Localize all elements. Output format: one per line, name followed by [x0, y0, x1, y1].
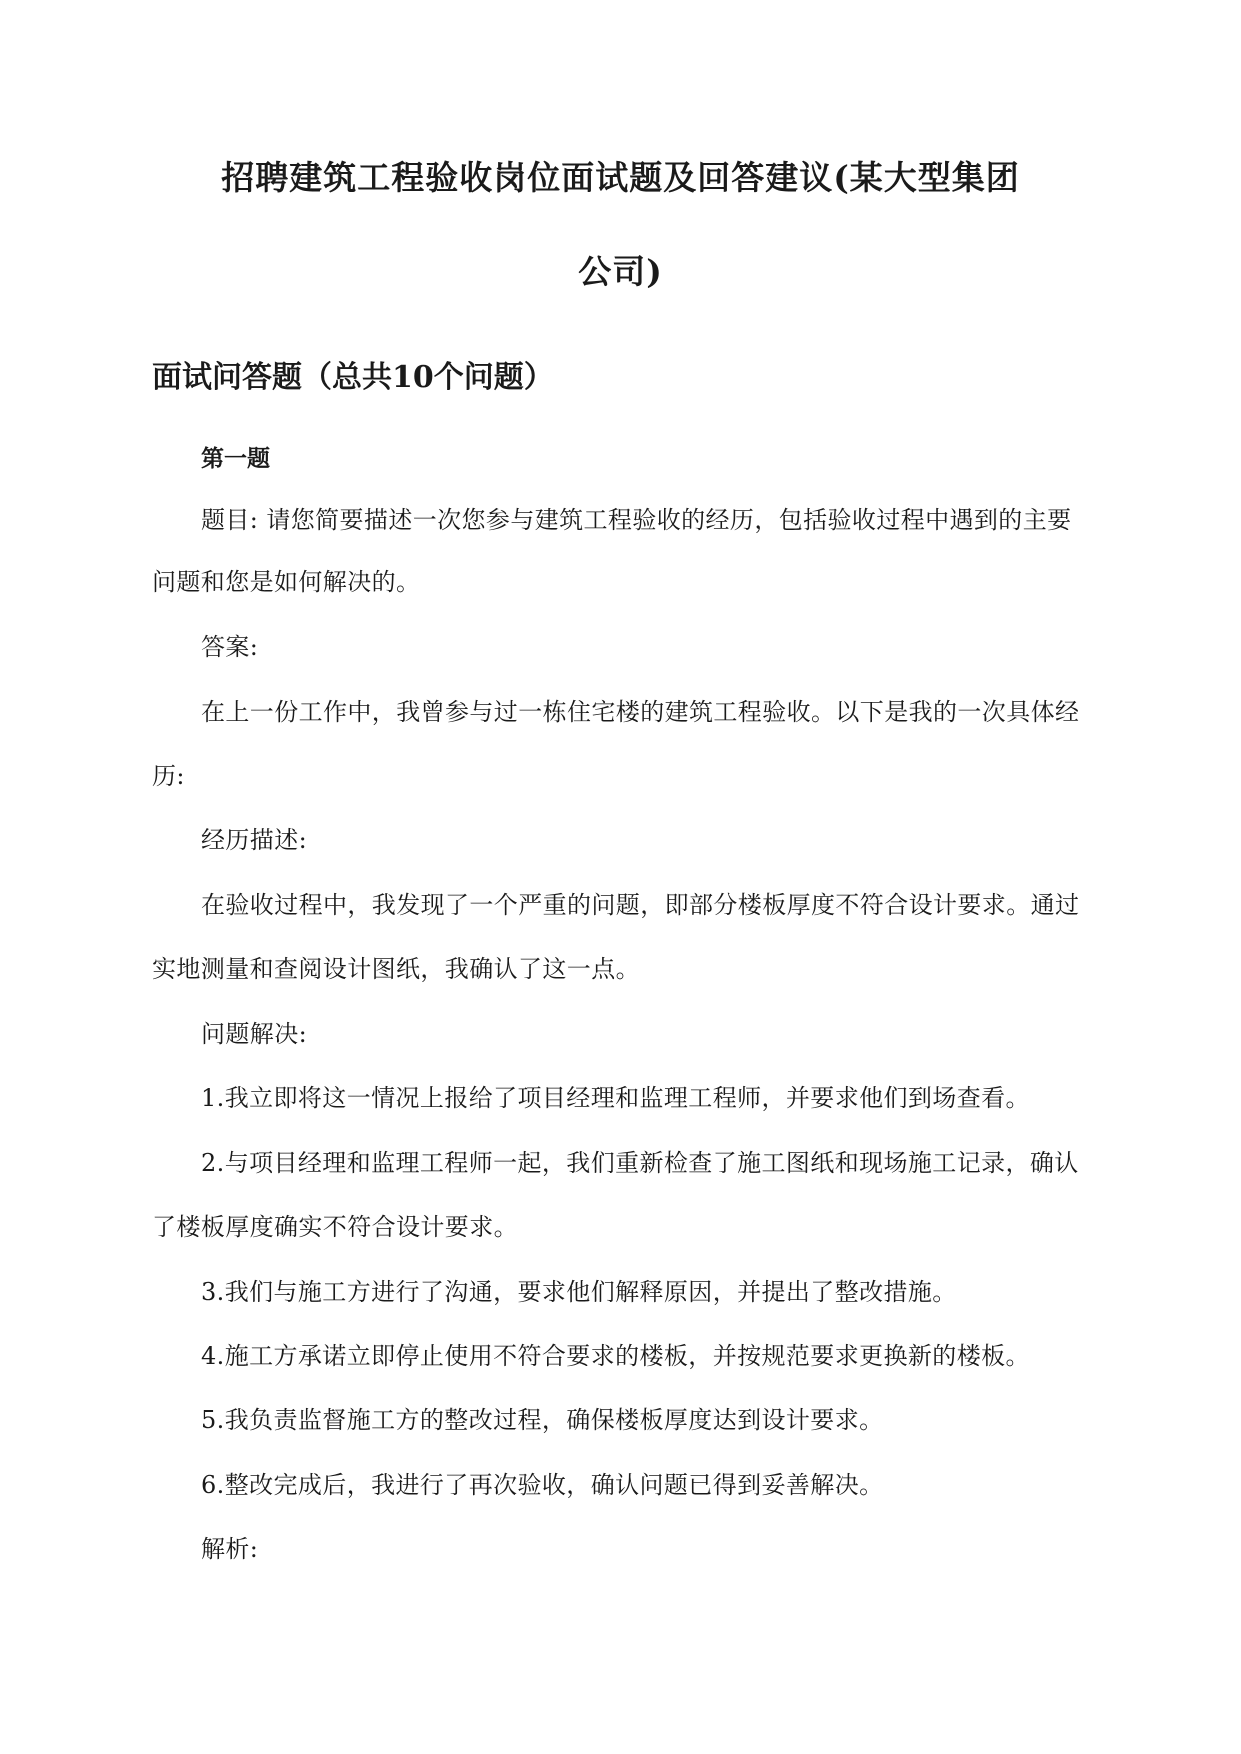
answer-intro-line-2: 历: [152, 762, 185, 790]
solution-step-6: 6.整改完成后，我进行了再次验收，确认问题已得到妥善解决。 [201, 1471, 884, 1499]
experience-text-line-2: 实地测量和查阅设计图纸，我确认了这一点。 [152, 955, 640, 983]
document-title-line-2: 公司) [578, 252, 663, 291]
question-text-line-1: 题目: 请您简要描述一次您参与建筑工程验收的经历，包括验收过程中遇到的主要 [201, 506, 1072, 534]
solution-step-1: 1.我立即将这一情况上报给了项目经理和监理工程师，并要求他们到场查看。 [201, 1084, 1030, 1112]
experience-text-line-1: 在验收过程中，我发现了一个严重的问题，即部分楼板厚度不符合设计要求。通过 [201, 891, 1080, 919]
solution-label: 问题解决: [201, 1020, 308, 1048]
document-title-line-1: 招聘建筑工程验收岗位面试题及回答建议(某大型集团 [221, 158, 1020, 197]
analysis-label: 解析: [201, 1535, 259, 1563]
solution-step-2-line-1: 2.与项目经理和监理工程师一起，我们重新检查了施工图纸和现场施工记录，确认 [201, 1149, 1079, 1177]
section-heading: 面试问答题（总共10个问题） [152, 360, 554, 395]
solution-step-4: 4.施工方承诺立即停止使用不符合要求的楼板，并按规范要求更换新的楼板。 [201, 1342, 1030, 1370]
answer-intro-line-1: 在上一份工作中，我曾参与过一栋住宅楼的建筑工程验收。以下是我的一次具体经 [201, 698, 1080, 726]
question-heading: 第一题 [201, 445, 270, 472]
question-text-line-2: 问题和您是如何解决的。 [152, 568, 421, 596]
solution-step-2-line-2: 了楼板厚度确实不符合设计要求。 [152, 1213, 518, 1241]
answer-label: 答案: [201, 633, 259, 661]
experience-label: 经历描述: [201, 826, 308, 854]
solution-step-3: 3.我们与施工方进行了沟通，要求他们解释原因，并提出了整改措施。 [201, 1278, 957, 1306]
solution-step-5: 5.我负责监督施工方的整改过程，确保楼板厚度达到设计要求。 [201, 1406, 884, 1434]
